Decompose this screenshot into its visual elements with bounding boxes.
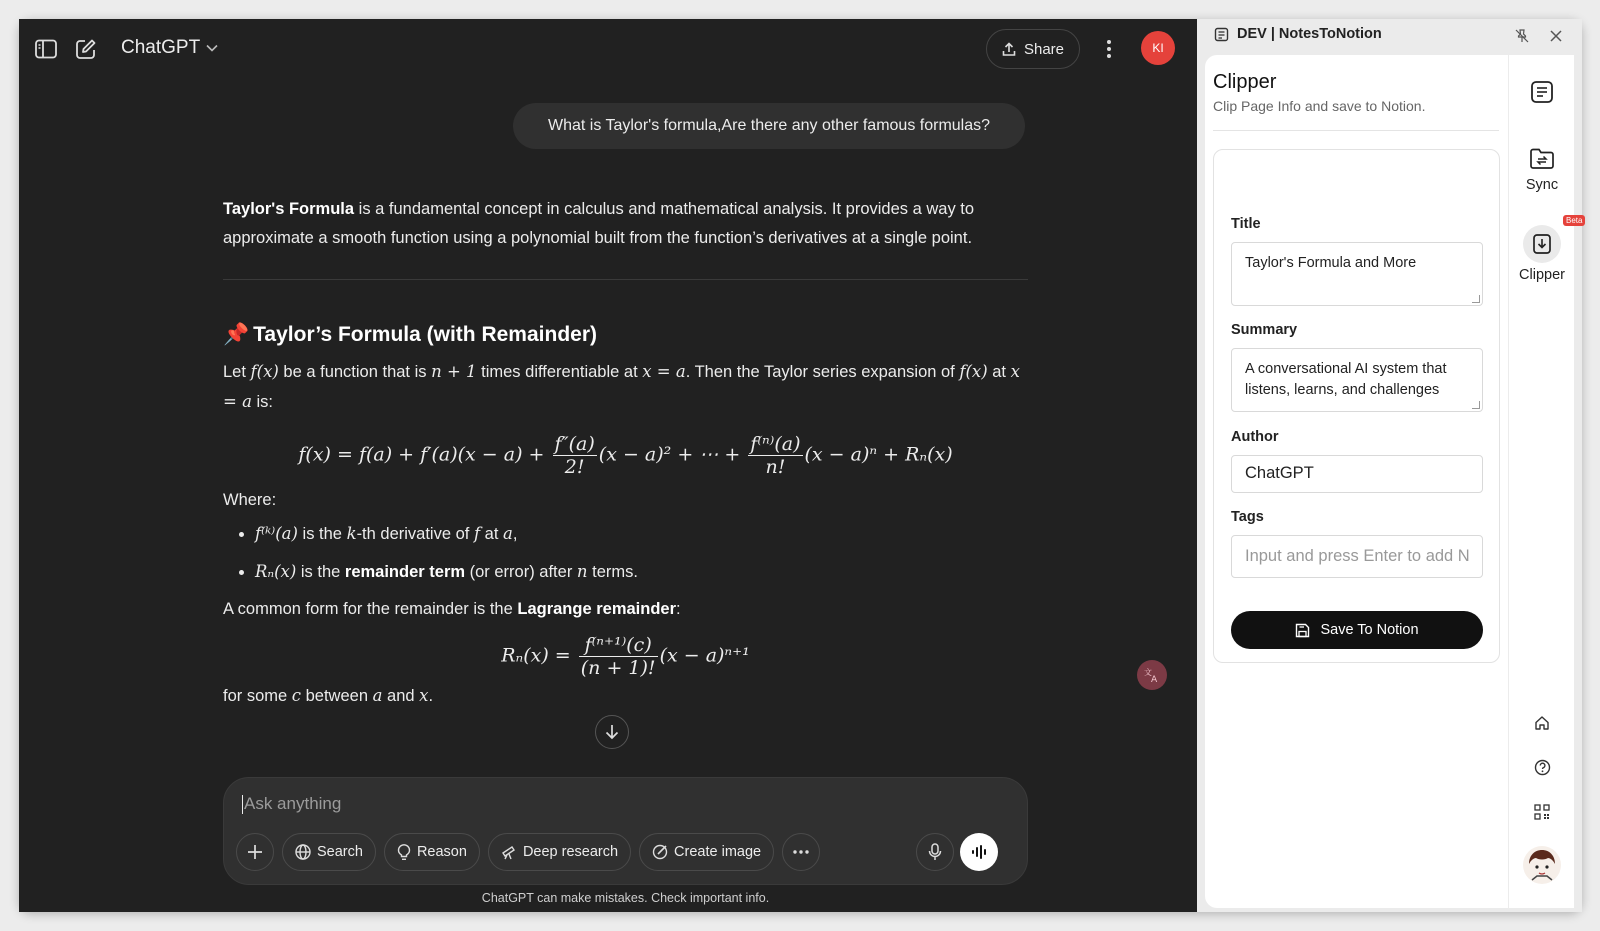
voice-mode-button[interactable] [960,833,998,871]
section-title: Taylor’s Formula (with Remainder) [253,323,597,346]
share-button[interactable] [986,29,1080,69]
model-selector[interactable] [121,37,218,59]
sidebar-toggle-icon[interactable] [33,36,59,62]
telescope-icon [501,844,517,860]
taylor-formula: f(x) = f(a) + f′(a)(x − a) + $\frac{f''(a)}{2!}$ (x − a)² + ⋯ + $\frac{\text{f⁽ⁿ⁾(a)}}{n!}$ (x − a)ⁿ + Rₙ(x) [298,433,953,478]
sync-folder-icon [1529,147,1555,171]
pushpin-icon: 📌 [223,323,250,346]
help-icon[interactable] [1509,759,1575,776]
user-message-bubble: What is Taylor's formula,Are there any other famous formulas? [513,103,1025,149]
attach-button[interactable] [236,833,274,871]
user-avatar[interactable]: KI [1141,31,1175,65]
reason-button[interactable]: Reason [384,833,480,871]
title-field[interactable]: Taylor's Formula and More [1231,242,1483,306]
divider [1213,130,1499,131]
summary-label: Summary [1231,322,1298,338]
summary-field[interactable]: A conversational AI system that listens, learns, and challenges [1231,348,1483,412]
microphone-button[interactable] [916,833,954,871]
assistant-response [223,195,1028,705]
brush-icon [652,844,668,860]
new-chat-icon[interactable] [73,36,99,62]
lightbulb-icon [397,844,411,861]
plus-icon [247,844,263,860]
clipper-view [1205,55,1508,908]
close-icon[interactable] [1547,27,1565,45]
where-label: Where: [223,491,277,509]
qr-code-icon[interactable] [1509,804,1575,820]
for-some-paragraph: for some c between a and x. [223,686,434,705]
lagrange-paragraph: A common form for the remainder is the Lagrange remainder: [223,600,681,618]
deep-research-button[interactable]: Deep research [488,833,631,871]
translate-icon[interactable] [1137,660,1167,690]
create-image-button[interactable]: Create image [639,833,774,871]
let-paragraph: Let f(x) be a function that is n + 1 times differentiable at x = a. Then the Taylor series expansion of f(x) at x = a is: [223,362,1020,411]
rail-clipper[interactable] [1509,216,1583,283]
intro-paragraph [223,195,1028,253]
panel-body [1205,55,1583,908]
notebook-icon [1214,27,1229,42]
chevron-down-icon [206,44,218,52]
clipper-icon [1523,216,1583,263]
title-label: Title [1231,216,1261,232]
composer [223,777,1028,885]
upload-icon [1002,42,1016,57]
save-icon [1295,623,1310,638]
beta-badge: Beta [1563,215,1585,226]
more-options-icon[interactable] [1099,37,1119,61]
profile-avatar[interactable] [1509,845,1575,885]
search-button[interactable]: Search [282,833,376,871]
author-label: Author [1231,429,1279,445]
definitions-list [255,519,1028,587]
rail-sync[interactable] [1509,147,1575,193]
prompt-input[interactable]: Ask anything [244,794,342,813]
intro-bold: Taylor's Formula [223,200,355,218]
clipper-label: Clipper [1519,267,1565,283]
sync-label: Sync [1525,177,1559,193]
model-label: ChatGPT [121,37,201,58]
clip-form [1213,149,1500,663]
svg-text:文: 文 [1144,668,1152,677]
more-tools-button[interactable] [782,833,820,871]
tags-label: Tags [1231,509,1264,525]
globe-icon [295,844,311,860]
svg-text:A: A [1151,675,1158,685]
list-item: • f⁽ᵏ⁾(a) is the k-th derivative of f at a, [255,519,1028,549]
panel-title: DEV | NotesToNotion [1237,26,1382,42]
notes-to-notion-panel [1197,19,1582,912]
list-item: • Rₙ(x) is the remainder term (or error) after n terms. [255,557,1028,587]
scroll-down-button[interactable] [595,715,629,749]
panel-header [1214,26,1382,42]
intro-text: is a fundamental concept in calculus and mathematical analysis. It provides a way to approximate a smooth function using a polynomial built from the function’s derivatives at a single point. [223,200,975,247]
top-bar [19,19,1197,79]
disclaimer: ChatGPT can make mistakes. Check important info. [481,891,770,905]
author-field[interactable]: ChatGPT [1231,455,1483,493]
home-icon[interactable] [1509,715,1575,731]
microphone-icon [928,843,942,861]
section-heading [223,320,1028,349]
clipper-subtitle: Clip Page Info and save to Notion. [1213,98,1426,114]
app-window [19,19,1582,912]
share-label: Share [1023,40,1065,58]
ellipsis-icon [793,850,809,854]
unpin-icon[interactable] [1513,27,1531,45]
clipper-title: Clipper [1213,71,1277,93]
tags-input[interactable]: Input and press Enter to add N [1231,535,1483,578]
panel-rail [1508,55,1583,908]
rail-notes[interactable] [1509,79,1575,105]
arrow-down-icon [605,724,619,740]
notebook-icon [1529,79,1555,105]
save-to-notion-button[interactable]: Save To Notion [1231,611,1483,649]
divider [223,279,1028,280]
composer-tools [236,833,820,871]
waveform-icon [971,845,987,859]
lagrange-formula: Rₙ(x) = $\frac{\text{f⁽ⁿ⁺¹⁾(c)}}{(n + 1)!}$ (x − a)ⁿ⁺¹ [501,634,750,679]
chat-area [19,19,1197,912]
